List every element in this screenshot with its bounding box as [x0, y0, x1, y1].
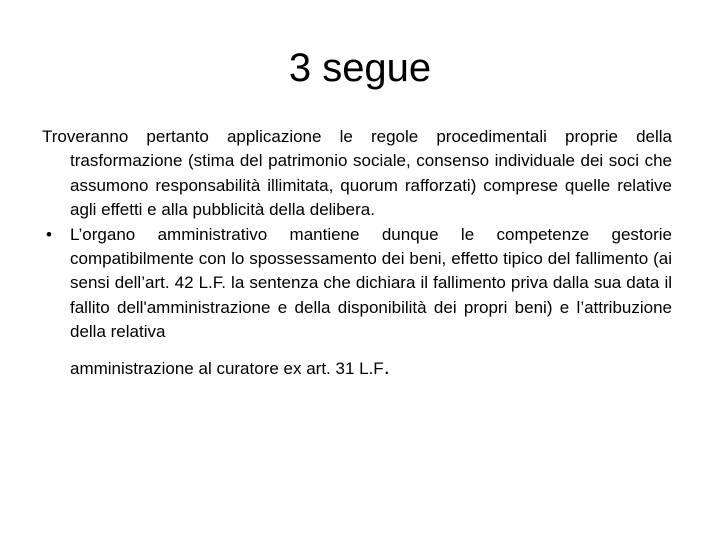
- slide-title: 3 segue: [288, 46, 432, 90]
- bullet-continuation-period: .: [383, 353, 390, 379]
- bullet-continuation: [42, 355, 672, 381]
- bullet-icon: •: [46, 224, 52, 244]
- body-paragraph: Troveranno pertanto applicazione le regole procedimentali proprie della trasformazione (stima del patrimonio sociale, consenso individuale dei soci che assumono responsabilità illimitata, quorum rafforzati) comprese quelle relative agli effetti e alla pubblicità della delibera.: [42, 127, 672, 220]
- bullet-continuation-text: amministrazione al curatore ex art. 31 L.F: [70, 358, 384, 378]
- bullet-text: L’organo amministrativo mantiene dunque le competenze gestorie compatibilmente con lo spossessamento dei beni, effetto tipico del fallimento (ai sensi dell’art. 42 L.F. la sentenza che dichiara il fallimento priva dalla sua data il fallito dell'amministrazione e della disponibilità dei propri beni) e l’attribuzione della relativa: [70, 224, 672, 342]
- bullet-item: [42, 223, 672, 345]
- slide-body: [42, 125, 672, 381]
